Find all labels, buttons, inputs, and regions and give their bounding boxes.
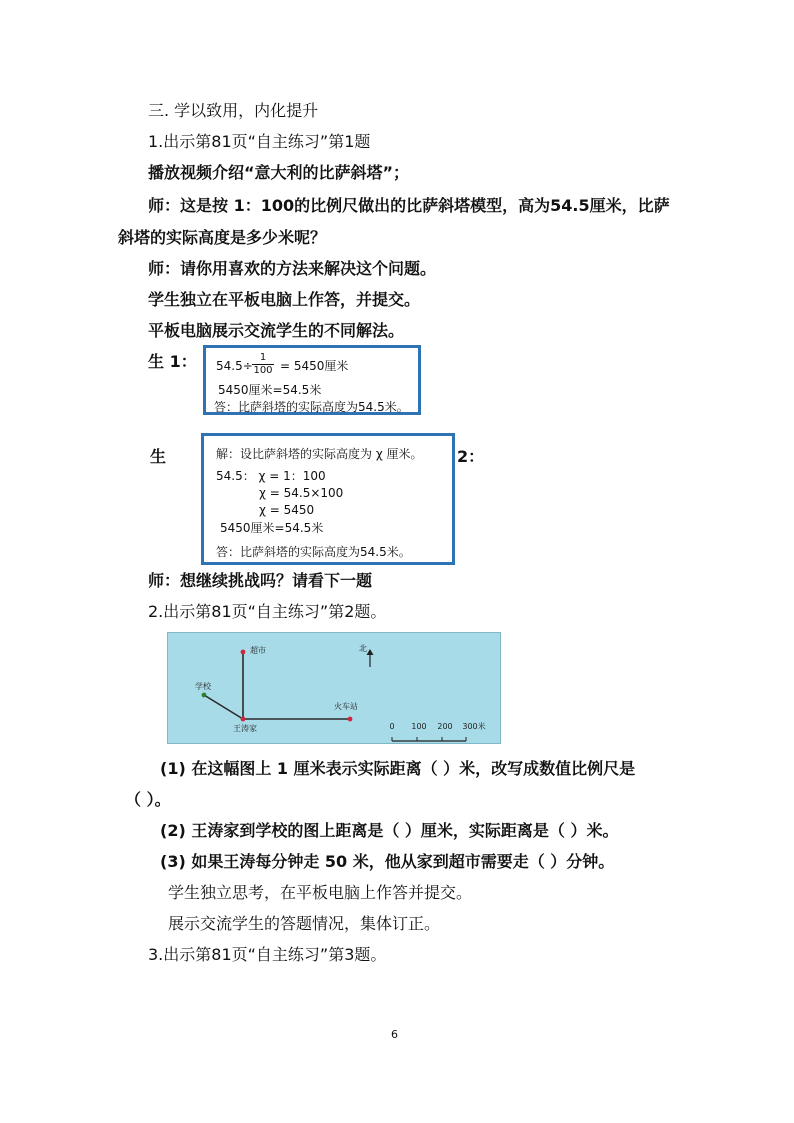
label-station: 火车站	[334, 702, 358, 711]
student-2-step-1: 解：设比萨斜塔的实际高度为 χ 厘米。	[216, 447, 423, 461]
student-think: 学生独立思考，在平板电脑上作答并提交。	[168, 883, 473, 902]
exercise-2-title: 2.出示第81页“自主练习”第2题。	[148, 602, 387, 621]
supermarket-dot	[241, 650, 246, 655]
road-to-school	[204, 695, 243, 719]
student-2-label-left: 生	[150, 447, 167, 466]
teacher-prompt: 师：请你用喜欢的方法来解决这个问题。	[148, 259, 437, 278]
fraction-numerator: 1	[252, 352, 274, 365]
teacher-question-cont: 斜塔的实际高度是多少米呢？	[118, 228, 327, 247]
north-label: 北	[359, 644, 367, 653]
video-intro: 播放视频介绍“意大利的比萨斜塔”；	[148, 163, 410, 182]
student-1-solution-box	[203, 345, 421, 415]
label-home: 王涛家	[233, 724, 257, 733]
display-correct: 展示交流学生的答题情况，集体订正。	[168, 914, 441, 933]
student-2-step-4: χ = 5450	[259, 503, 315, 517]
fraction-denominator: 100	[253, 365, 273, 376]
student-1-expr-right: = 5450厘米	[280, 359, 349, 373]
question-2: (2) 王涛家到学校的图上距离是（ ）厘米，实际距离是（ ）米。	[160, 821, 619, 840]
exercise-1-title: 1.出示第81页“自主练习”第1题	[148, 132, 371, 151]
scale-tick-0: 0	[389, 722, 395, 731]
student-2-label-right: 2：	[457, 447, 485, 466]
student-2-answer: 答：比萨斜塔的实际高度为54.5米。	[216, 545, 411, 559]
exercise-3-title: 3.出示第81页“自主练习”第3题。	[148, 945, 387, 964]
question-3: (3) 如果王涛每分钟走 50 米，他从家到超市需要走（ ）分钟。	[160, 852, 615, 871]
student-2-conversion: 5450厘米=54.5米	[220, 521, 324, 535]
question-1-cont: （ ）。	[125, 790, 171, 809]
scale-tick-200: 200	[437, 722, 453, 731]
north-arrow-icon	[367, 649, 374, 655]
student-activity: 学生独立在平板电脑上作答，并提交。	[148, 290, 421, 309]
teacher-challenge: 师：想继续挑战吗？请看下一题	[148, 571, 373, 590]
station-dot	[348, 717, 353, 722]
student-2-step-2: 54.5： χ = 1：100	[216, 469, 326, 483]
student-1-fraction	[252, 352, 274, 377]
student-1-conversion: 5450厘米=54.5米	[218, 383, 322, 397]
student-2-solution-box	[201, 433, 455, 565]
student-1-expr-left: 54.5÷	[216, 359, 253, 373]
tablet-display: 平板电脑展示交流学生的不同解法。	[148, 321, 405, 340]
page-number: 6	[391, 1028, 398, 1041]
scale-map	[167, 632, 501, 744]
student-1-answer: 答：比萨斜塔的实际高度为54.5米。	[214, 400, 409, 414]
scale-tick-100: 100	[411, 722, 427, 731]
scale-tick-300: 300米	[462, 722, 486, 731]
question-1: (1) 在这幅图上 1 厘米表示实际距离（ ）米，改写成数值比例尺是	[160, 759, 636, 778]
school-dot	[202, 693, 207, 698]
section-heading: 三. 学以致用，内化提升	[148, 101, 319, 120]
student-1-label: 生 1：	[148, 352, 197, 371]
student-2-step-3: χ = 54.5×100	[259, 486, 344, 500]
label-school: 学校	[195, 682, 211, 691]
home-dot	[241, 717, 246, 722]
label-supermarket: 超市	[250, 646, 266, 655]
teacher-question: 师：这是按 1：100的比例尺做出的比萨斜塔模型，高为54.5厘米，比萨	[148, 196, 670, 215]
map-drawing	[168, 633, 502, 745]
